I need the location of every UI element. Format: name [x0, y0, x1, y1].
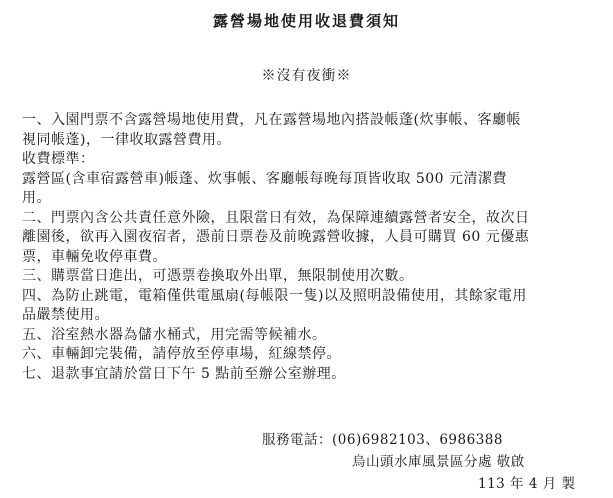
notice-line: 票，車輛免收停車費。	[22, 248, 167, 265]
notice-line: 離園後，欲再入園夜宿者，憑前日票卷及前晚露營收據，人員可購買 60 元優惠	[22, 229, 530, 245]
notice-line: 三、購票當日進出，可憑票卷換取外出單，無限制使用次數。	[22, 268, 414, 284]
notice-line: 四、為防止跳電，電箱僅供電風扇(每帳限一隻)以及照明設備使用，其餘家電用	[22, 287, 527, 304]
issuing-organization: 烏山頭水庫風景區分處 敬啟	[352, 454, 525, 470]
notice-line: 一、入園門票不含露營場地使用費，凡在露營場地內搭設帳蓬(炊事帳、客廳帳	[22, 112, 521, 128]
notice-title: 露營場地使用收退費須知	[212, 12, 400, 30]
notice-line: 二、門票內含公共責任意外險，且限當日有效，為保障連續露營者安全，故次日	[22, 209, 530, 226]
notice-line: 六、車輛卸完裝備，請停放至停車場，紅線禁停。	[22, 346, 341, 362]
notice-body	[22, 111, 592, 384]
issue-date: 113 年 4 月 製	[478, 476, 576, 492]
notice-line: 七、退款事宜請於當日下午 5 點前至辦公室辦理。	[22, 365, 346, 382]
notice-line: 五、浴室熱水器為儲水桶式，用完需等候補水。	[22, 326, 327, 343]
notice-line: 視同帳蓬)，一律收取露營費用。	[22, 131, 231, 148]
contact-phone: 服務電話：(06)6982103、6986388	[262, 432, 503, 448]
notice-line: 露營區(含車宿露營車)帳蓬、炊事帳、客廳帳每晚每頂皆收取 500 元清潔費	[22, 170, 508, 187]
notice-line: 品嚴禁使用。	[22, 307, 109, 323]
notice-subtitle: ※沒有夜衝※	[261, 68, 352, 84]
notice-line: 用。	[22, 190, 51, 206]
notice-line: 收費標準：	[22, 151, 95, 167]
